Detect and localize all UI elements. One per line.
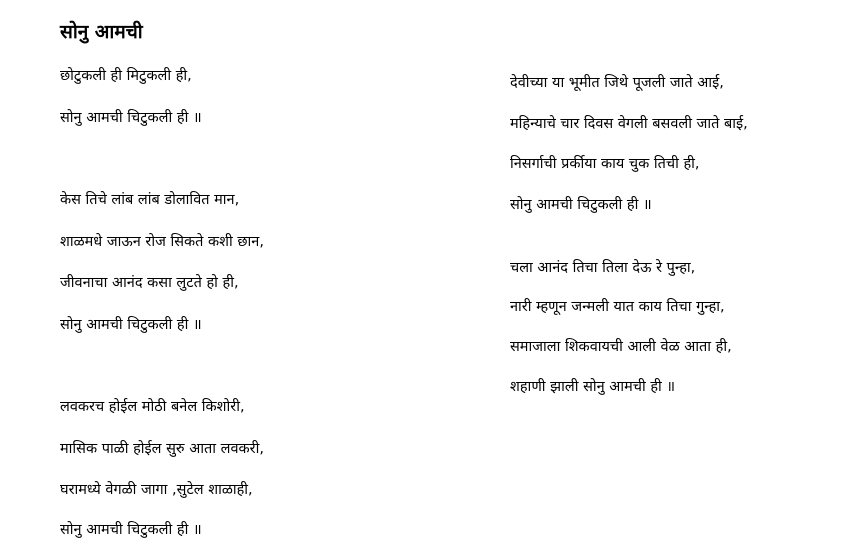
poem-line: निसर्गाची प्रर्कीया काय चुक तिची ही, [510,156,700,172]
poem-line: केस तिचे लांब लांब डोलावित मान, [60,192,240,208]
poem-title: सोनु आमची [60,21,143,43]
poem-line: लवकरच होईल मोठी बनेल किशोरी, [60,399,245,415]
poem-line: सोनु आमची चिटुकली ही ॥ [60,317,202,333]
poem-line: सोनु आमची चिटुकली ही ॥ [60,110,202,126]
poem-line: छोटुकली ही मिटुकली ही, [60,68,192,84]
poem-line: चला आनंद तिचा तिला देऊ रे पुन्हा, [510,260,696,276]
poem-line: महिन्याचे चार दिवस वेगली बसवली जाते बाई, [510,116,748,132]
poem-line: शाळमधे जाऊन रोज सिकते कशी छान, [60,234,264,250]
poem-line: शहाणी झाली सोनु आमची ही ॥ [510,379,676,395]
poem-line: देवीच्या या भूमीत जिथे पूजली जाते आई, [510,75,724,91]
poem-line: समाजाला शिकवायची आली वेळ आता ही, [510,339,732,355]
poem-line: मासिक पाळी होईल सुरु आता लवकरी, [60,441,264,457]
poem-line: नारी म्हणून जन्मली यात काय तिचा गुन्हा, [510,299,725,315]
poem-line: जीवनाचा आनंद कसा लुटते हो ही, [60,275,239,291]
poem-line: घरामध्ये वेगळी जागा ,सुटेल शाळाही, [60,482,253,498]
poem-line: सोनु आमची चिटुकली ही ॥ [60,522,202,538]
poem-line: सोनु आमची चिटुकली ही ॥ [510,197,652,213]
